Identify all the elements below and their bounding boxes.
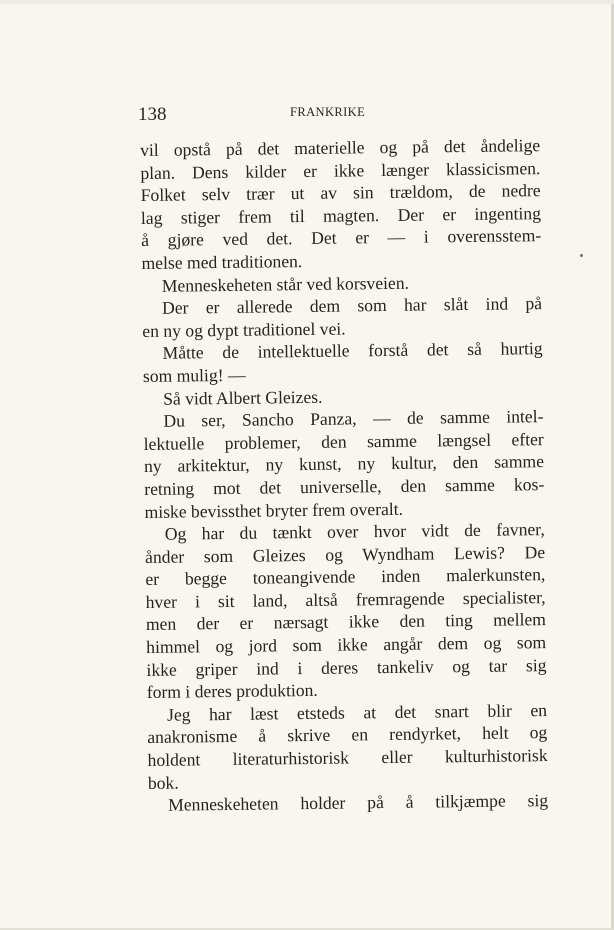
body-text — [140, 134, 548, 817]
text-line: Og har du tænkt over hvor vidt de favner, — [164, 519, 545, 544]
text-line: lektuelle problemer, den samme længsel efter — [143, 428, 544, 454]
running-head: FRANKRIKE — [290, 105, 366, 119]
paper-speck — [580, 254, 583, 257]
text-line: som mulig! — — [142, 364, 246, 386]
text-line: Menneskeheten står ved korsveien. — [161, 272, 410, 296]
text-line: hver i sit land, altså fremragende specialister, — [145, 586, 546, 612]
page-top-edge — [0, 0, 614, 4]
text-line: vil opstå på det materielle og på det åndelige — [140, 135, 541, 160]
text-line: er begge toneangivende inden malerkunsten, — [145, 564, 546, 590]
text-line: Folket selv trær ut av sin trældom, de nedre — [140, 180, 541, 206]
text-line: holdent literaturhistorisk eller kulturhistorisk — [147, 745, 548, 770]
text-line: ånder som Gleizes og Wyndham Lewis? De — [144, 541, 546, 567]
text-line: miske bevissthet bryter frem overalt. — [144, 498, 404, 522]
text-line: Der er allerede dem som har slåt ind på — [161, 293, 543, 318]
text-line: anakronisme å skrive en rendyrket, helt og — [147, 722, 548, 748]
text-line: men der er nærsagt ikke den ting mellem — [145, 609, 547, 635]
text-line: en ny og dypt traditionel vei. — [142, 318, 346, 341]
text-line: Du ser, Sancho Panza, — de samme intel- — [163, 406, 544, 431]
text-line: ikke griper ind i deres tankeliv og tar sig — [146, 654, 547, 680]
text-line: å gjøre ved det. Det er — i overensstem- — [141, 225, 542, 251]
page-number: 138 — [138, 104, 167, 125]
text-line: Måtte de intellektuelle forstå det så hurtig — [162, 338, 543, 364]
text-line: ny arkitektur, ny kunst, ny kultur, den samme — [143, 451, 545, 477]
text-line: himmel og jord som ikke angår dem og som — [146, 632, 547, 658]
text-line: Så vidt Albert Gleizes. — [163, 386, 323, 409]
text-line: Menneskeheten holder på å tilkjæmpe sig — [168, 790, 549, 815]
text-line: lag stiger frem til magten. Der er ingenting — [140, 202, 542, 228]
page-header — [138, 100, 538, 130]
text-line: melse med traditionen. — [141, 250, 303, 273]
text-line: bok. — [147, 772, 179, 793]
text-line: plan. Dens kilder er ikke længer klassicismen. — [140, 157, 541, 183]
text-line: retning mot det universelle, den samme kos- — [144, 473, 545, 499]
text-line: Jeg har læst etsteds at det snart blir en — [166, 699, 548, 725]
text-line: form i deres produktion. — [146, 680, 318, 703]
